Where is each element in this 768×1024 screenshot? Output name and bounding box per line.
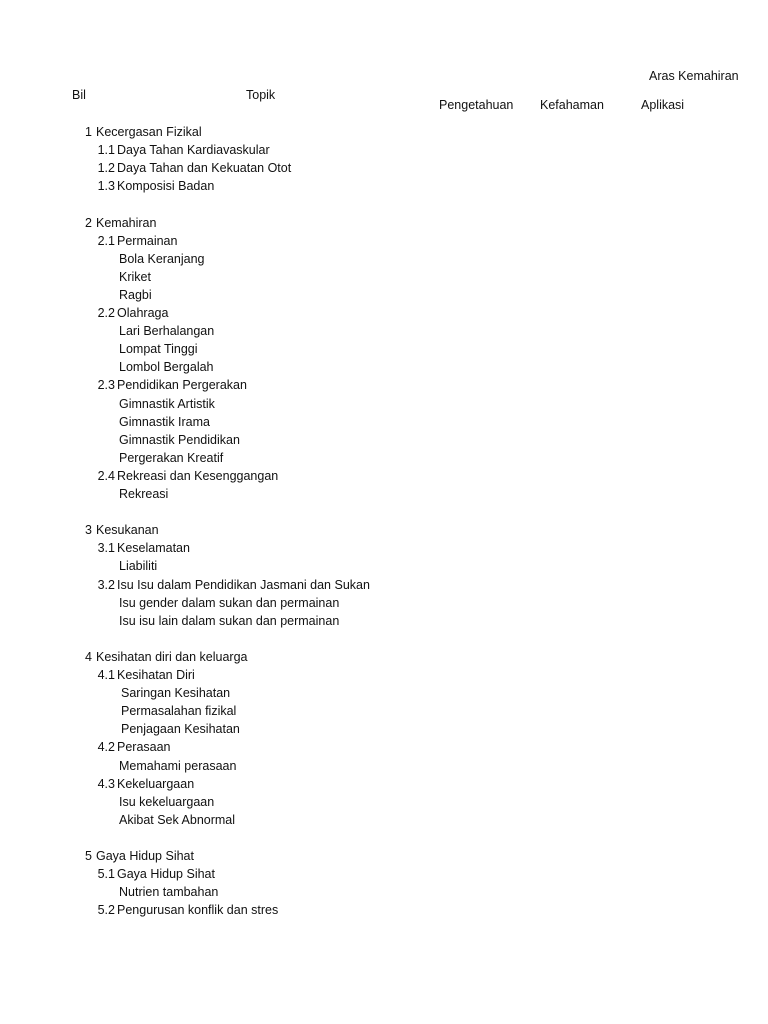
table-row: [0, 703, 768, 719]
topic-number: 4.1: [97, 668, 115, 682]
table-row: [0, 377, 768, 393]
table-row: [0, 287, 768, 303]
table-row: [0, 414, 768, 430]
topic-number: 1: [85, 125, 92, 139]
topic-label: Lombol Bergalah: [119, 360, 214, 375]
topic-label: Kesihatan Diri: [117, 668, 195, 682]
topic-label: Memahami perasaan: [119, 758, 237, 773]
topic-label: Gaya Hidup Sihat: [117, 867, 215, 882]
aras-kemahiran-label: Aras Kemahiran: [649, 69, 739, 83]
table-row: [0, 649, 768, 665]
topic-label: Rekreasi: [119, 487, 169, 501]
table-row: [0, 323, 768, 339]
table-row: [0, 142, 768, 158]
topic-label: Komposisi Badan: [117, 179, 215, 194]
topic-number: 4: [85, 649, 92, 664]
topic-number: 3: [85, 523, 92, 538]
topic-number: 5.2: [97, 903, 115, 918]
column-header-aplikasi: Aplikasi: [641, 98, 685, 112]
topic-label: Penjagaan Kesihatan: [121, 722, 240, 737]
table-row: [0, 866, 768, 882]
topic-label: Gimnastik Artistik: [119, 396, 215, 411]
topic-label: Ragbi: [119, 287, 152, 302]
table-row: [0, 540, 768, 556]
topic-label: Kekeluargaan: [117, 776, 195, 791]
table-row: [0, 269, 768, 285]
topic-number: 3.2: [97, 577, 115, 592]
table-row: [0, 359, 768, 375]
column-header-topik: Topik: [246, 88, 276, 102]
topic-number: 2: [85, 215, 92, 230]
topic-label: Bola Keranjang: [119, 251, 205, 266]
topic-label: Nutrien tambahan: [119, 885, 219, 900]
table-row: [0, 812, 768, 828]
topic-label: Kemahiran: [96, 215, 157, 230]
topic-label: Isu isu lain dalam sukan dan permainan: [119, 613, 340, 628]
table-row: [0, 794, 768, 810]
table-row: [0, 776, 768, 792]
table-row: [0, 667, 768, 683]
topic-label: Keselamatan: [117, 541, 190, 556]
topic-label: Kecergasan Fizikal: [96, 125, 202, 139]
table-row: [0, 178, 768, 194]
table-row: [0, 721, 768, 737]
table-row: [0, 902, 768, 918]
column-header-bil: Bil: [72, 88, 86, 102]
table-row: [0, 486, 768, 502]
topic-number: 4.2: [97, 740, 115, 755]
topic-label: Isu gender dalam sukan dan permainan: [119, 595, 340, 610]
topic-label: Kesihatan diri dan keluarga: [96, 649, 248, 664]
topic-number: 5.1: [97, 867, 115, 882]
table-row: [0, 522, 768, 538]
topic-label: Pergerakan Kreatif: [119, 450, 224, 465]
topic-label: Gimnastik Irama: [119, 414, 210, 429]
table-row: [0, 595, 768, 611]
table-row: [0, 613, 768, 629]
topic-number: 1.3: [97, 179, 115, 194]
topic-number: 1.1: [97, 143, 115, 158]
topic-label: Daya Tahan Kardiavaskular: [117, 143, 270, 158]
topic-label: Permasalahan fizikal: [121, 704, 237, 719]
topic-number: 2.1: [97, 233, 115, 248]
topic-number: 4.3: [97, 776, 115, 791]
topic-label: Kesukanan: [96, 523, 159, 538]
topic-label: Olahraga: [117, 306, 169, 320]
topic-label: Lari Berhalangan: [119, 324, 215, 339]
topic-label: Isu kekeluargaan: [119, 794, 215, 809]
topic-label: Pengurusan konflik dan stres: [117, 903, 279, 918]
topic-label: Lompat Tinggi: [119, 342, 198, 357]
topic-number: 5: [85, 849, 92, 863]
table-row: [0, 884, 768, 900]
table-row: [0, 160, 768, 176]
table-row: [0, 577, 768, 593]
table-row: [0, 305, 768, 321]
table-row: [0, 468, 768, 484]
topic-label: Daya Tahan dan Kekuatan Otot: [117, 161, 292, 176]
topic-number: 2.2: [97, 306, 115, 320]
topic-number: 2.4: [97, 468, 115, 483]
table-row: [0, 215, 768, 231]
table-row: [0, 432, 768, 448]
topic-label: Isu Isu dalam Pendidikan Jasmani dan Sukan: [117, 577, 370, 592]
topic-number: 2.3: [97, 378, 115, 393]
table-row: [0, 251, 768, 267]
topic-label: Saringan Kesihatan: [121, 686, 231, 701]
table-row: [0, 450, 768, 466]
table-row: [0, 848, 768, 864]
table-row: [0, 685, 768, 701]
topic-label: Rekreasi dan Kesenggangan: [117, 468, 279, 483]
column-header-kefahaman: Kefahaman: [540, 98, 604, 112]
table-row: [0, 396, 768, 412]
topic-number: 1.2: [97, 161, 115, 176]
table-row: [0, 233, 768, 249]
topic-label: Gimnastik Pendidikan: [119, 432, 240, 447]
table-row: [0, 558, 768, 574]
topic-label: Perasaan: [117, 740, 171, 755]
topic-label: Permainan: [117, 233, 178, 248]
topic-label: Liabiliti: [119, 559, 158, 574]
table-row: [0, 124, 768, 140]
table-row: [0, 739, 768, 755]
topic-number: 3.1: [97, 541, 115, 556]
column-header-pengetahuan: Pengetahuan: [439, 98, 514, 112]
table-row: [0, 341, 768, 357]
topic-label: Gaya Hidup Sihat: [96, 849, 194, 863]
topic-label: Pendidikan Pergerakan: [117, 378, 247, 393]
topic-label: Akibat Sek Abnormal: [119, 812, 236, 827]
table-row: [0, 758, 768, 774]
topic-label: Kriket: [119, 269, 151, 284]
